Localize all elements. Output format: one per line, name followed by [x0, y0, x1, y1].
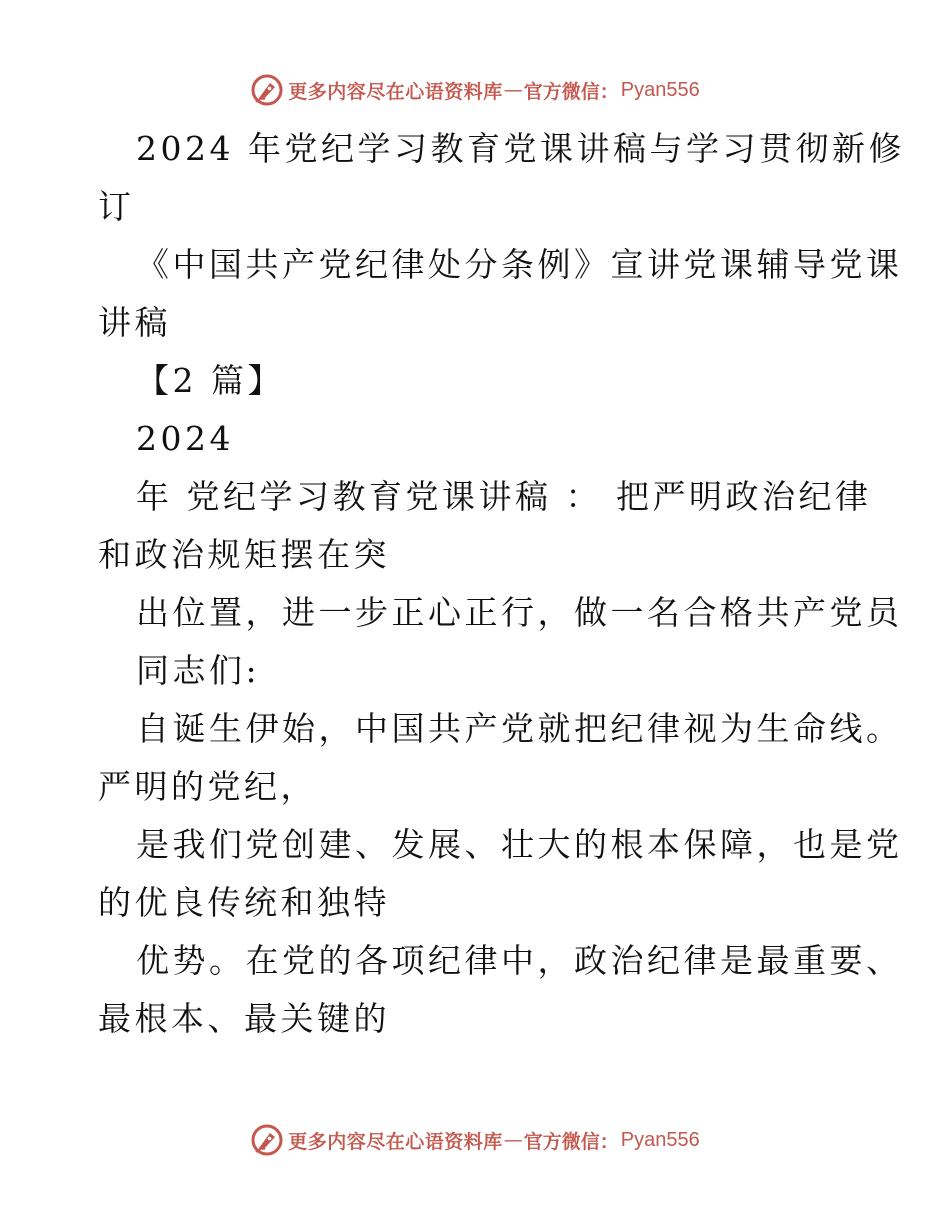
subtitle-line-1: 年 党纪学习教育党课讲稿 ： 把严明政治纪律 [136, 477, 872, 516]
article-count: 【2 篇】 [136, 361, 284, 400]
paragraph-line-1: 自诞生伊始，中国共产党就把纪律视为生命线。 [136, 709, 903, 748]
watermark-text: 更多内容尽在心语资料库 [288, 1130, 503, 1153]
pen-nib-logo-icon [250, 1123, 284, 1157]
watermark-text: 更多内容尽在心语资料库 [288, 80, 503, 103]
paragraph-line-6: 最根本、最关键的 [98, 999, 390, 1038]
paragraph-line-2: 严明的党纪， [98, 767, 317, 806]
paragraph-line-4: 的优良传统和独特 [98, 883, 390, 922]
watermark-dash: — [503, 1129, 523, 1151]
title-line-4: 讲稿 [98, 303, 171, 342]
title-line-3: 《中国共产党纪律处分条例》宣讲党课辅导党课 [136, 245, 903, 284]
document-body [98, 120, 905, 1048]
watermark-wechat-id: Pyan556 [620, 1128, 700, 1151]
paragraph-line-3: 是我们党创建、发展、壮大的根本保障，也是党 [136, 825, 903, 864]
watermark-dash: — [503, 79, 523, 101]
footer-watermark [0, 1118, 950, 1162]
header-watermark [0, 68, 950, 112]
title-line-1: 2024 年党纪学习教育党课讲稿与学习贯彻新修 [136, 129, 905, 168]
title-line-2: 订 [98, 187, 135, 226]
subtitle-year: 2024 [136, 419, 234, 458]
subtitle-line-3: 出位置，进一步正心正行，做一名合格共产党员 [136, 593, 903, 632]
salutation: 同志们: [136, 651, 261, 690]
subtitle-line-2: 和政治规矩摆在突 [98, 535, 390, 574]
watermark-wechat-label: 官方微信： [523, 1130, 619, 1153]
pen-nib-logo-icon [250, 73, 284, 107]
watermark-wechat-id: Pyan556 [620, 78, 700, 101]
watermark-wechat-label: 官方微信： [523, 80, 619, 103]
paragraph-line-5: 优势。在党的各项纪律中，政治纪律是最重要、 [136, 941, 903, 980]
